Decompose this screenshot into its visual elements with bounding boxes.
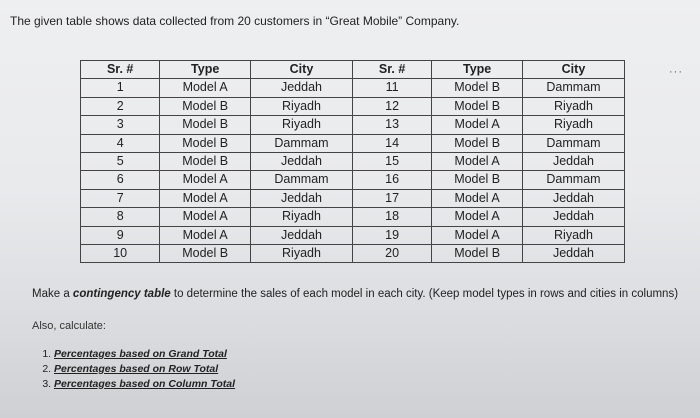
header-sr-1: Sr. # — [81, 61, 160, 79]
cell-sr: 16 — [352, 171, 431, 189]
cell-city: Riyadh — [522, 97, 624, 115]
cell-sr: 14 — [352, 134, 431, 152]
cell-sr: 11 — [352, 79, 431, 97]
cell-city: Dammam — [522, 79, 624, 97]
also-calculate-label: Also, calculate: — [32, 320, 106, 332]
table-row — [81, 79, 625, 97]
cell-city: Jeddah — [522, 245, 624, 263]
cell-sr: 15 — [352, 153, 431, 171]
cell-city: Dammam — [522, 171, 624, 189]
cell-type: Model B — [432, 79, 523, 97]
cell-sr: 10 — [81, 245, 160, 263]
header-sr-2: Sr. # — [352, 61, 431, 79]
cell-sr: 17 — [352, 189, 431, 207]
cell-type: Model B — [160, 245, 251, 263]
customer-data-table — [80, 60, 625, 263]
question-prefix: Make a — [32, 288, 73, 300]
cell-type: Model B — [432, 97, 523, 115]
table-row — [81, 116, 625, 134]
cell-city: Riyadh — [522, 116, 624, 134]
header-city-2: City — [522, 61, 624, 79]
cell-type: Model B — [160, 97, 251, 115]
cell-type: Model A — [160, 189, 251, 207]
step-text: Percentages based on Grand Total — [54, 348, 227, 360]
intro-text: The given table shows data collected from 20 customers in “Great Mobile” Company. — [10, 14, 460, 28]
table-row — [81, 97, 625, 115]
table-row — [81, 189, 625, 207]
table-row — [81, 226, 625, 244]
cell-type: Model B — [432, 134, 523, 152]
step-item — [54, 377, 235, 392]
cell-type: Model A — [432, 226, 523, 244]
cell-sr: 6 — [81, 171, 160, 189]
cell-type: Model B — [432, 245, 523, 263]
header-type-2: Type — [432, 61, 523, 79]
cell-city: Jeddah — [250, 189, 352, 207]
cell-type: Model A — [432, 208, 523, 226]
header-city-1: City — [250, 61, 352, 79]
cell-sr: 20 — [352, 245, 431, 263]
cell-city: Dammam — [250, 134, 352, 152]
cell-type: Model A — [432, 153, 523, 171]
cell-sr: 12 — [352, 97, 431, 115]
cell-sr: 7 — [81, 189, 160, 207]
header-type-1: Type — [160, 61, 251, 79]
cell-sr: 1 — [81, 79, 160, 97]
cell-city: Riyadh — [522, 226, 624, 244]
table-row — [81, 171, 625, 189]
cell-type: Model A — [432, 116, 523, 134]
table-row — [81, 153, 625, 171]
cell-type: Model B — [160, 116, 251, 134]
cell-city: Riyadh — [250, 245, 352, 263]
cell-type: Model A — [432, 189, 523, 207]
cell-sr: 2 — [81, 97, 160, 115]
more-options-icon[interactable]: ··· — [669, 66, 683, 78]
cell-city: Riyadh — [250, 208, 352, 226]
cell-city: Dammam — [522, 134, 624, 152]
cell-type: Model A — [160, 79, 251, 97]
cell-city: Jeddah — [522, 153, 624, 171]
cell-sr: 9 — [81, 226, 160, 244]
cell-city: Jeddah — [250, 153, 352, 171]
cell-city: Jeddah — [250, 79, 352, 97]
step-item — [54, 347, 235, 362]
cell-sr: 5 — [81, 153, 160, 171]
contingency-question — [32, 288, 678, 300]
step-item — [54, 362, 235, 377]
cell-type: Model B — [160, 134, 251, 152]
cell-type: Model A — [160, 171, 251, 189]
cell-sr: 4 — [81, 134, 160, 152]
cell-city: Jeddah — [250, 226, 352, 244]
cell-city: Riyadh — [250, 97, 352, 115]
step-text: Percentages based on Column Total — [54, 378, 236, 390]
cell-type: Model B — [160, 153, 251, 171]
table-row — [81, 208, 625, 226]
cell-city: Jeddah — [522, 208, 624, 226]
cell-city: Dammam — [250, 171, 352, 189]
cell-sr: 18 — [352, 208, 431, 226]
cell-type: Model B — [432, 171, 523, 189]
cell-city: Riyadh — [250, 116, 352, 134]
question-suffix: to determine the sales of each model in each city. (Keep model types in rows and cities in columns) — [170, 288, 679, 300]
question-bold: contingency table — [72, 288, 171, 300]
cell-type: Model A — [160, 208, 251, 226]
table-header-row — [81, 61, 625, 79]
cell-sr: 19 — [352, 226, 431, 244]
calculation-steps-list — [34, 347, 235, 392]
cell-city: Jeddah — [522, 189, 624, 207]
cell-sr: 3 — [81, 116, 160, 134]
table-row — [81, 134, 625, 152]
cell-type: Model A — [160, 226, 251, 244]
cell-sr: 13 — [352, 116, 431, 134]
step-text: Percentages based on Row Total — [54, 363, 219, 375]
cell-sr: 8 — [81, 208, 160, 226]
table-row — [81, 245, 625, 263]
